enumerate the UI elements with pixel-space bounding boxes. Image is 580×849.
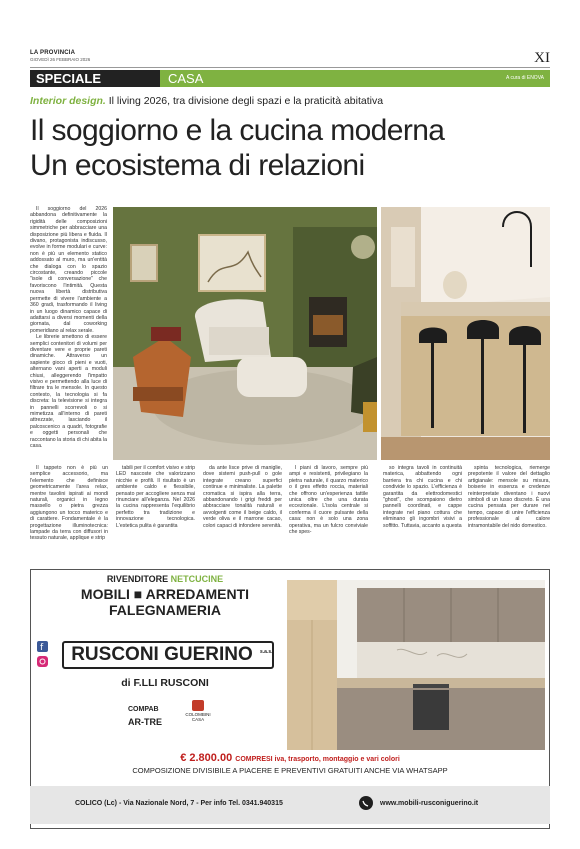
article-paragraph: I piani di lavoro, sempre più ampi e resistenti, privilegiano la pietra naturale, il quarzo materico o il gres effetto roccia, materiali che offrono un'esperienza tattile unica oltre che una durata eccezionale. L'isola centrale si conferma il cuore pulsante della casa: non è solo una zona operativa, ma un fulcro conviviale che spes- bbox=[289, 465, 368, 536]
article-column-5 bbox=[289, 465, 368, 535]
ad-owner: di F.LLI RUSCONI bbox=[121, 677, 209, 689]
top-rule bbox=[30, 67, 550, 68]
article-paragraph: Il soggiorno del 2026 abbandona definitivamente la rigidità delle composizioni simmetriche per abbracciare una disposizione più libera e fluida. Il divano, protagonista indiscusso, evolve in forme modulari e curve: non è più un elemento statico addossato al muro, ma un'entità che dialoga con lo spazio circostante, creando piccole "isole di conversazione" che favoriscono l'intimità. Questa nuova libertà distributiva permette di vivere l'ambiente a 360 gradi, trasformando il living in un luogo dinamico capace di adattarsi a diversi momenti della giornata, dal coworking pomeridiano al relax serale. bbox=[30, 206, 107, 334]
ad-company-suffix: s.a.s. bbox=[260, 649, 273, 655]
ad-price-line bbox=[30, 752, 550, 764]
ad-brand-compab: COMPAB bbox=[128, 706, 159, 713]
headline bbox=[30, 113, 444, 183]
ad-company-name: RUSCONI GUERINO bbox=[71, 644, 253, 665]
article-column-2 bbox=[30, 465, 108, 542]
article-column-7 bbox=[468, 465, 550, 529]
ad-kitchen-photo bbox=[287, 580, 545, 750]
article-paragraph: spinta tecnologica, riemerge prepotente il valore del dettaglio artigianale: mensole su misura, boiserie in essenza e credenze reinterpretate diventano i nuovi simboli di un lusso discreto. È una cucina pensata per durare nel tempo, capace di unire l'efficienza professionale al calore intramontabile del nido domestico. bbox=[468, 465, 550, 529]
ad-brand-colombini: COLOMBINI CASA bbox=[185, 712, 211, 722]
ad-line2: FALEGNAMERIA bbox=[109, 602, 221, 618]
colombini-logo-icon bbox=[192, 700, 204, 711]
publication-date: GIOVEDÌ 26 FEBBRAIO 2026 bbox=[30, 57, 91, 62]
ad-price: € 2.800.00 bbox=[180, 752, 233, 764]
article-column-3 bbox=[116, 465, 195, 529]
ad-reseller-prefix: RIVENDITORE bbox=[106, 574, 169, 584]
headline-line2: Un ecosistema di relazioni bbox=[30, 149, 365, 182]
article-paragraph: da ante lisce prive di maniglie, dove sistemi push-pull o gole integrate creano superfici continue e minimaliste. La palette cromatica si ispira alla terra, abbandonando i grigi freddi per abbracciare tonalità naturali e avvolgenti come il beige caldo, il verde oliva e il marrone cacao, colori capaci di infondere serenità. bbox=[203, 465, 282, 529]
article-paragraph: so integra tavoli in continuità materica, abbattendo ogni barriera tra chi cucina e chi condivide lo spazio. L'efficienza è garantita da elettrodomestici "ghost", che scompaiono dietro pannelli coordinati, e cappe integrate nel piano cottura che eliminano gli ingombri visivi a soffitto. Tuttavia, accanto a questa bbox=[383, 465, 462, 529]
kitchen-island-photo bbox=[381, 207, 550, 460]
page-number: XI bbox=[534, 50, 550, 66]
kicker-lead: Interior design. bbox=[30, 95, 106, 107]
ad-reseller bbox=[45, 574, 285, 584]
kicker-text: Il living 2026, tra divisione degli spazi e la praticità abitativa bbox=[105, 95, 384, 107]
section-label: SPECIALE bbox=[30, 70, 160, 87]
headline-line1: Il soggiorno e la cucina moderna bbox=[30, 114, 445, 147]
publication-name: LA PROVINCIA bbox=[30, 50, 76, 56]
living-room-photo bbox=[113, 207, 377, 460]
ad-line1: MOBILI ■ ARREDAMENTI bbox=[80, 586, 250, 602]
ad-price-note: COMPRESI iva, trasporto, montaggio e vari colori bbox=[235, 756, 400, 763]
ad-reseller-brand: NETCUCINE bbox=[170, 574, 224, 584]
kicker bbox=[30, 95, 383, 107]
curated-by: A cura di ENOVA bbox=[506, 75, 544, 81]
ad-address: COLICO (Lc) - Via Nazionale Nord, 7 - Per info Tel. 0341.940315 bbox=[75, 800, 283, 807]
ad-website: www.mobili-rusconiguerino.it bbox=[380, 800, 479, 807]
social-icons bbox=[36, 640, 50, 670]
article-column-1 bbox=[30, 206, 107, 449]
article-column-4 bbox=[203, 465, 282, 529]
ad-composition: COMPOSIZIONE DIVISIBILE A PIACERE E PREVENTIVI GRATUITI ANCHE VIA WHATSAPP bbox=[132, 766, 448, 775]
section-sub: CASA bbox=[168, 71, 204, 86]
svg-text:f: f bbox=[40, 643, 44, 653]
article-paragraph: Il tappeto non è più un semplice accessorio, ma l'elemento che definisce geometricamente l'area relax, mentre tavolini ispirati ai mondi naturali, organici in legno massello o pietra grezza aggiungono un tocco materico e di carattere. Fondamentale è la progettazione illuminotecnica: lampade da terra con diffusori in tessuto naturale, applique e strip bbox=[30, 465, 108, 542]
instagram-icon bbox=[37, 656, 48, 667]
article-paragraph: Le librerie smettono di essere semplici contenitori di volumi per diventare vere e proprie pareti dinamiche. Attraverso un sapiente gioco di pieni e vuoti, alternano vani aperti a moduli chiusi, alleggerendo l'impatto visivo e permettendo alla luce di filtrare tra le mensole. In questo contesto, la tecnologia si fa discreta: la televisione si integra in pannelli scorrevoli o si mimetizza all'interno di pareti attrezzate, lasciando il palcoscenico a quadri, fotografie e oggetti personali che raccontano la storia di chi abita la casa. bbox=[30, 334, 107, 450]
whatsapp-icon bbox=[358, 795, 374, 811]
ad-brand-artre: AR-TRE bbox=[128, 717, 162, 727]
ad-business-lines bbox=[45, 586, 285, 618]
article-column-6 bbox=[383, 465, 462, 529]
article-paragraph: tabili per il comfort visivo e strip LED nascoste che valorizzano nicchie e profili. Il risultato è un ambiente caldo e flessibile, pensato per accogliere senza mai rinunciare all'eleganza. Nel 2026 la cucina rappresenta l'equilibrio perfetto tra tradizione e innovazione tecnologica. L'estetica pulita è garantita bbox=[116, 465, 195, 529]
